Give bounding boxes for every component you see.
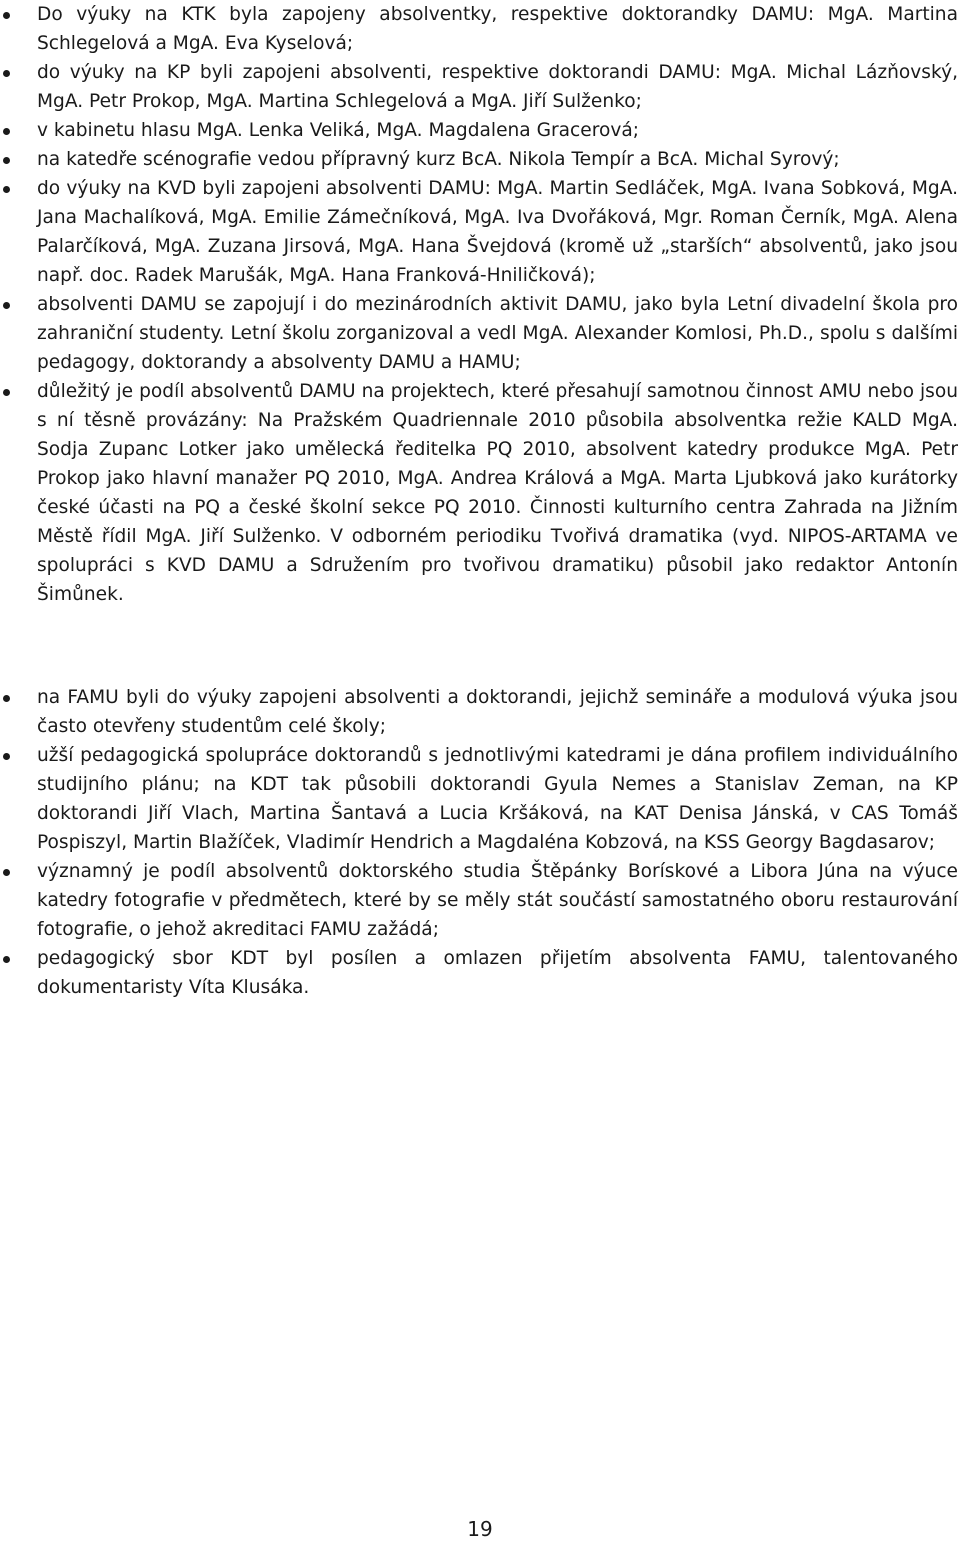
list-item	[0, 377, 960, 609]
list-item-text: pedagogický sbor KDT byl posílen a omlazen přijetím absolventa FAMU, talentovaného dokumentaristy Víta Klusáka.	[37, 948, 958, 998]
list-item-text: užší pedagogická spolupráce doktorandů s jednotlivými katedrami je dána profilem individuálního studijního plánu; na KDT tak působili doktorandi Gyula Nemes a Stanislav Zeman, na KP doktorandi Jiří Vlach, Martina Šantavá a Lucia Kršáková, na KAT Denisa Jánská, v CAS Tomáš Pospiszyl, Martin Blažíček, Vladimír Hendrich a Magdaléna Kobzová, na KSS Georgy Bagdasarov;	[37, 745, 958, 853]
list-item-text: důležitý je podíl absolventů DAMU na projektech, které přesahují samotnou činnost AMU nebo jsou s ní těsně provázány: Na Pražském Quadriennale 2010 působila absolventka režie KALD MgA. Sodja Zupanc Lotker jako umělecká ředitelka PQ 2010, absolvent katedry produkce MgA. Petr Prokop jako hlavní manažer PQ 2010, MgA. Andrea Králová a MgA. Marta Ljubková jako kurátorky české účasti na PQ a české školní sekce PQ 2010. Činnosti kulturního centra Zahrada na Jižním Městě řídil MgA. Jiří Sulženko. V odborném periodiku Tvořivá dramatika (vyd. NIPOS-ARTAMA ve spolupráci s KVD DAMU a Sdružením pro tvořivou dramatiku) působil jako redaktor Antonín Šimůnek.	[37, 381, 958, 605]
bullet-icon	[3, 157, 10, 164]
list-item-text: na FAMU byli do výuky zapojeni absolventi a doktorandi, jejichž semináře a modulová výuka jsou často otevřeny studentům celé školy;	[37, 687, 958, 737]
list-item	[0, 145, 960, 174]
bullet-icon	[3, 186, 10, 193]
list-item	[0, 944, 960, 1002]
bullet-list-famu	[0, 683, 960, 1002]
list-item-text: v kabinetu hlasu MgA. Lenka Veliká, MgA. Magdalena Gracerová;	[37, 120, 639, 141]
bullet-icon	[3, 12, 10, 19]
list-item	[0, 58, 960, 116]
list-item-text: na katedře scénografie vedou přípravný kurz BcA. Nikola Tempír a BcA. Michal Syrový;	[37, 149, 840, 170]
list-item	[0, 116, 960, 145]
bullet-icon	[3, 695, 10, 702]
list-item	[0, 174, 960, 290]
bullet-icon	[3, 869, 10, 876]
list-item	[0, 857, 960, 944]
page-number: 19	[467, 1517, 493, 1541]
bullet-icon	[3, 128, 10, 135]
list-item-text: do výuky na KVD byli zapojeni absolventi DAMU: MgA. Martin Sedláček, MgA. Ivana Sobková, MgA. Jana Machalíková, MgA. Emilie Zámečníková, MgA. Iva Dvořáková, Mgr. Roman Černík, MgA. Alena Palarčíková, MgA. Zuzana Jirsová, MgA. Hana Švejdová (kromě už „starších“ absolventů, jako jsou např. doc. Radek Marušák, MgA. Hana Franková-Hniličková);	[37, 178, 958, 286]
list-item	[0, 290, 960, 377]
bullet-icon	[3, 753, 10, 760]
list-item	[0, 0, 960, 58]
bullet-icon	[3, 956, 10, 963]
bullet-icon	[3, 302, 10, 309]
bullet-icon	[3, 70, 10, 77]
list-item-text: absolventi DAMU se zapojují i do mezinárodních aktivit DAMU, jako byla Letní divadelní škola pro zahraniční studenty. Letní školu zorganizoval a vedl MgA. Alexander Komlosi, Ph.D., spolu s dalšími pedagogy, doktorandy a absolventy DAMU a HAMU;	[37, 294, 958, 373]
list-item-text: do výuky na KP byli zapojeni absolventi, respektive doktorandi DAMU: MgA. Michal Lázňovský, MgA. Petr Prokop, MgA. Martina Schlegelová a MgA. Jiří Sulženko;	[37, 62, 958, 112]
list-item-text: významný je podíl absolventů doktorského studia Štěpánky Borískové a Libora Júna na výuce katedry fotografie v předmětech, které by se měly stát součástí samostatného oboru restaurování fotografie, o jehož akreditaci FAMU zažádá;	[37, 861, 958, 940]
bullet-list-damu	[0, 0, 960, 609]
list-item	[0, 683, 960, 741]
bullet-icon	[3, 389, 10, 396]
list-item-text: Do výuky na KTK byla zapojeny absolventky, respektive doktorandky DAMU: MgA. Martina Schlegelová a MgA. Eva Kyselová;	[37, 4, 958, 54]
list-item	[0, 741, 960, 857]
